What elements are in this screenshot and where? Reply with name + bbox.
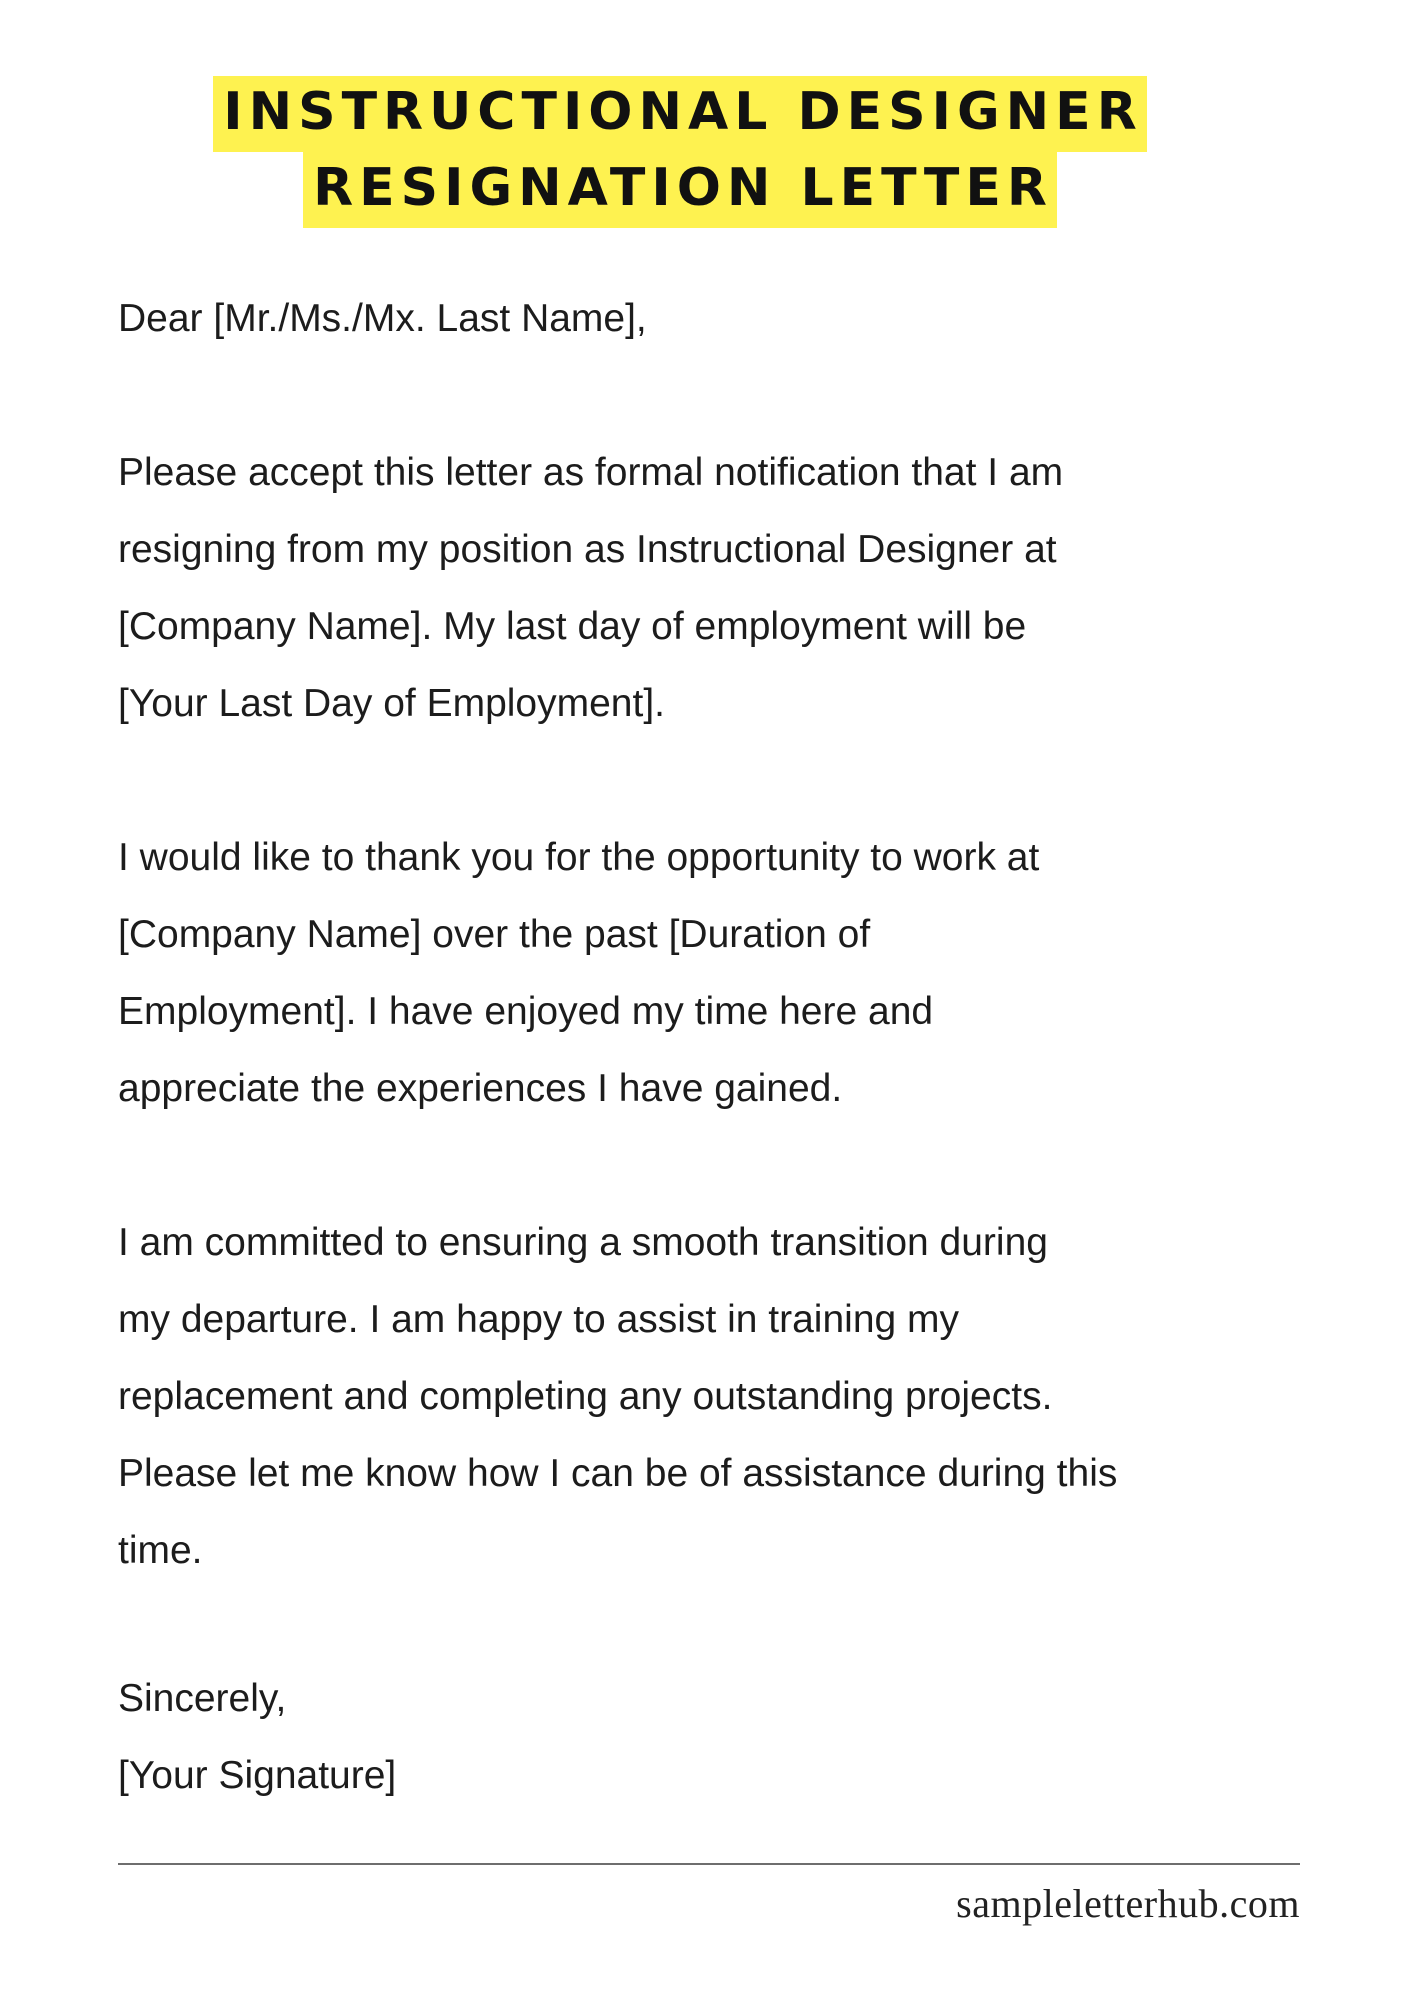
paragraph-line: [Your Last Day of Employment]. <box>118 682 665 725</box>
paragraph-line: replacement and completing any outstanding projects. <box>118 1375 1053 1418</box>
signature-placeholder: [Your Signature] <box>118 1754 397 1797</box>
paragraph-line: resigning from my position as Instructional Designer at <box>118 528 1057 571</box>
letter-closing <box>118 1660 396 1814</box>
closing-text: Sincerely, <box>118 1677 287 1720</box>
paragraph-line: my departure. I am happy to assist in training my <box>118 1298 960 1341</box>
paragraph-3 <box>118 1204 1358 1589</box>
paragraph-line: Please let me know how I can be of assistance during this <box>118 1452 1118 1495</box>
paragraph-2 <box>118 819 1358 1127</box>
letter-body <box>118 280 1358 1666</box>
paragraph-line: Please accept this letter as formal notification that I am <box>118 451 1064 494</box>
paragraph-line: I am committed to ensuring a smooth transition during <box>118 1221 1048 1264</box>
paragraph-line: I would like to thank you for the opportunity to work at <box>118 836 1040 879</box>
paragraph-line: Employment]. I have enjoyed my time here and <box>118 990 934 1033</box>
paragraph-line: [Company Name]. My last day of employment will be <box>118 605 1027 648</box>
page-title <box>0 76 1360 228</box>
paragraph-1 <box>118 434 1358 742</box>
salutation <box>118 280 1358 357</box>
paragraph-line: [Company Name] over the past [Duration of <box>118 913 871 956</box>
title-line-1: INSTRUCTIONAL DESIGNER <box>213 76 1147 152</box>
title-line-2: RESIGNATION LETTER <box>303 152 1057 228</box>
footer-divider <box>118 1863 1300 1865</box>
paragraph-line: time. <box>118 1529 203 1572</box>
paragraph-line: appreciate the experiences I have gained. <box>118 1067 843 1110</box>
footer-site-name: sampleletterhub.com <box>956 1881 1300 1926</box>
salutation-text: Dear [Mr./Ms./Mx. Last Name], <box>118 297 647 340</box>
